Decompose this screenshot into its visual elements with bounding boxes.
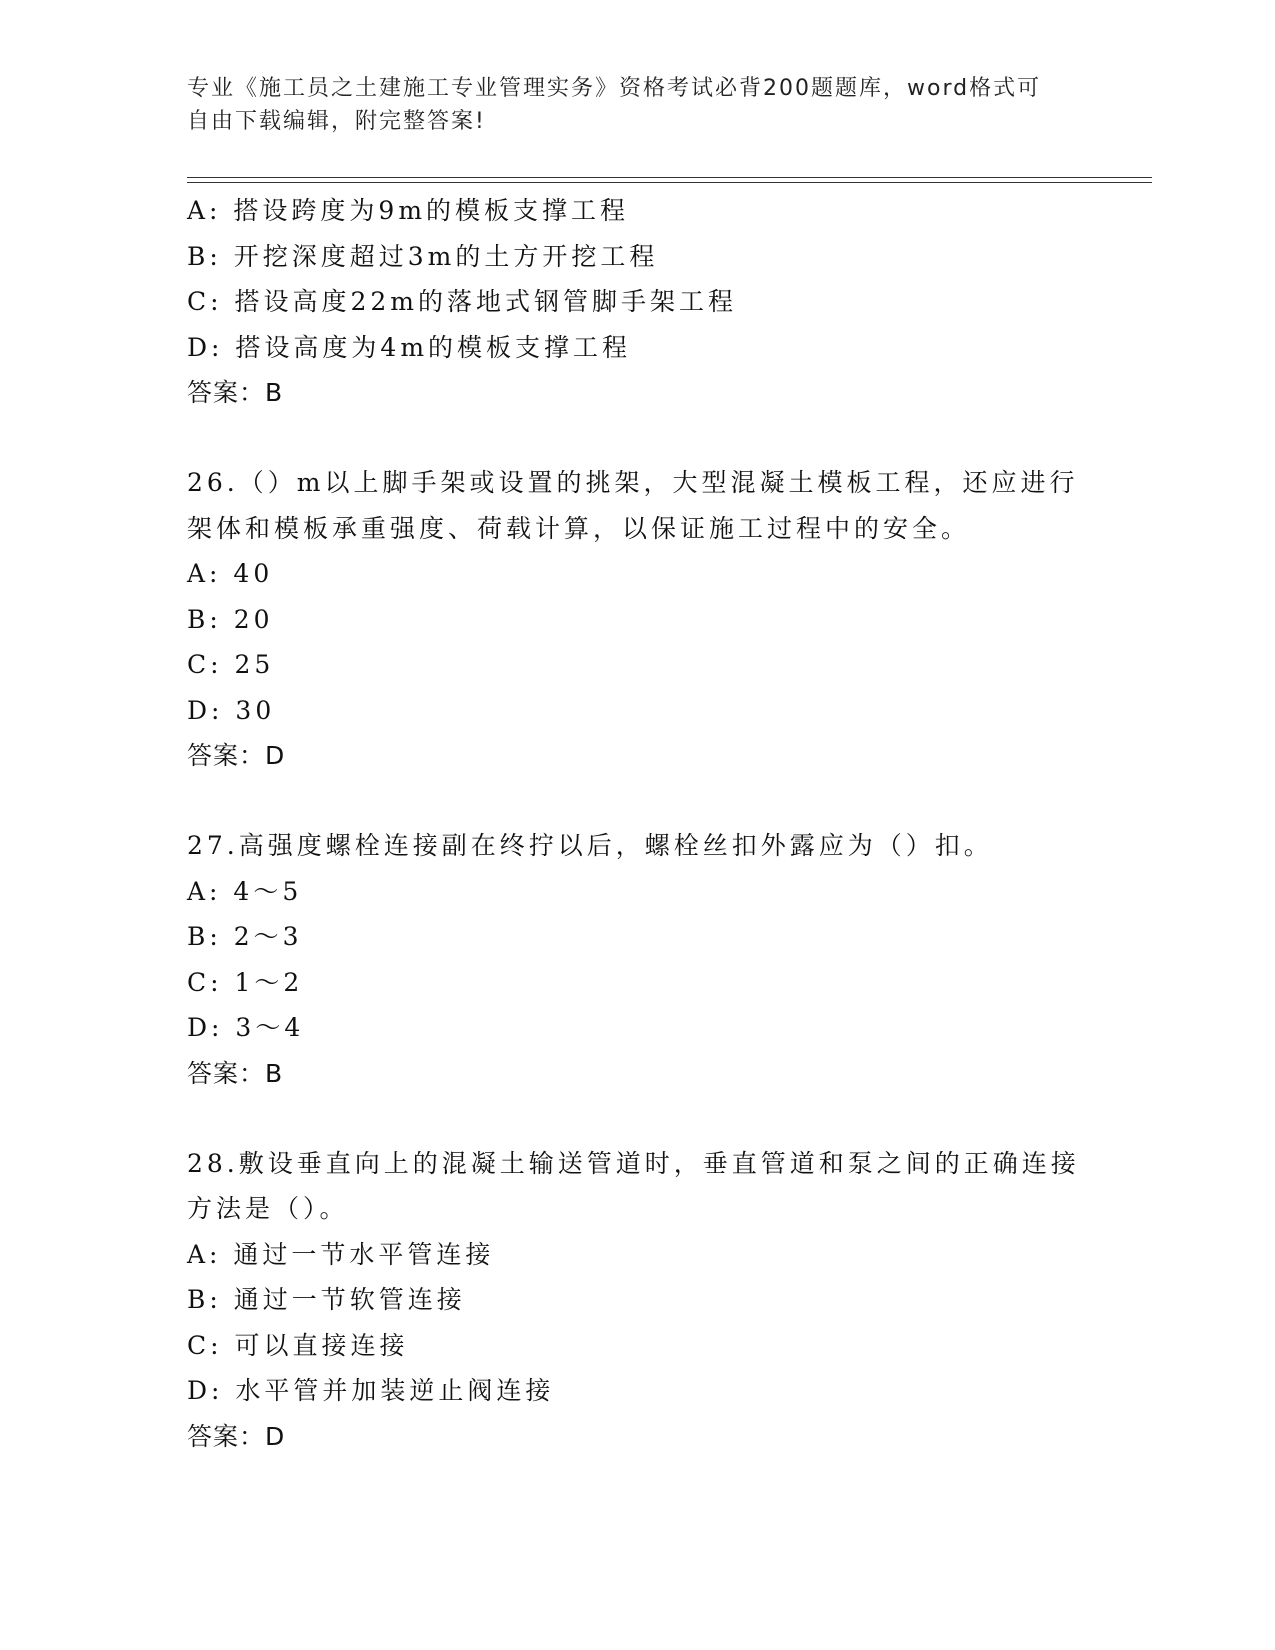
- option-c: C: 1～2: [187, 967, 304, 997]
- question-28: [187, 1141, 1087, 1459]
- option-a: A: 搭设跨度为9m的模板支撑工程: [187, 196, 630, 225]
- question-26: [187, 460, 1087, 778]
- header-line-1: 专业《施工员之土建施工专业管理实务》资格考试必背200题题库，word格式可: [187, 76, 1042, 101]
- answer: 答案：D: [187, 1421, 286, 1451]
- header-divider-top: [187, 177, 1152, 178]
- question-stem-line: 28.敷设垂直向上的混凝土输送管道时，垂直管道和泵之间的正确连接: [187, 1148, 1080, 1178]
- header-line-2: 自由下载编辑，附完整答案!: [187, 109, 486, 134]
- option-b: B: 20: [187, 604, 274, 634]
- option-a: A: 通过一节水平管连接: [187, 1239, 495, 1269]
- option-c: C: 25: [187, 650, 275, 679]
- option-c: C: 可以直接连接: [187, 1330, 409, 1360]
- question-27: [187, 823, 1087, 1096]
- question-stem-line: 架体和模板承重强度、荷载计算，以保证施工过程中的安全。: [187, 513, 971, 543]
- question-stem-line: 27.高强度螺栓连接副在终拧以后，螺栓丝扣外露应为（）扣。: [187, 831, 993, 860]
- header-divider-bottom: [187, 182, 1152, 183]
- option-b: B: 开挖深度超过3m的土方开挖工程: [187, 241, 659, 271]
- answer: 答案：B: [187, 1058, 284, 1088]
- option-d: D: 水平管并加装逆止阀连接: [187, 1376, 555, 1405]
- question-25: [187, 188, 1087, 415]
- answer: 答案：D: [187, 741, 286, 770]
- option-d: D: 搭设高度为4m的模板支撑工程: [187, 332, 632, 362]
- option-a: A: 40: [187, 559, 274, 588]
- option-c: C: 搭设高度22m的落地式钢管脚手架工程: [187, 287, 738, 316]
- answer: 答案：B: [187, 378, 284, 407]
- document-header: [187, 72, 1067, 138]
- question-list: [187, 188, 1087, 1504]
- question-stem-line: 方法是（）。: [187, 1194, 349, 1223]
- option-d: D: 3～4: [187, 1013, 305, 1042]
- option-b: B: 2～3: [187, 922, 303, 951]
- option-a: A: 4～5: [187, 876, 303, 906]
- option-d: D: 30: [187, 695, 276, 725]
- question-stem-line: 26.（）m以上脚手架或设置的挑架，大型混凝土模板工程，还应进行: [187, 468, 1079, 497]
- option-b: B: 通过一节软管连接: [187, 1285, 466, 1314]
